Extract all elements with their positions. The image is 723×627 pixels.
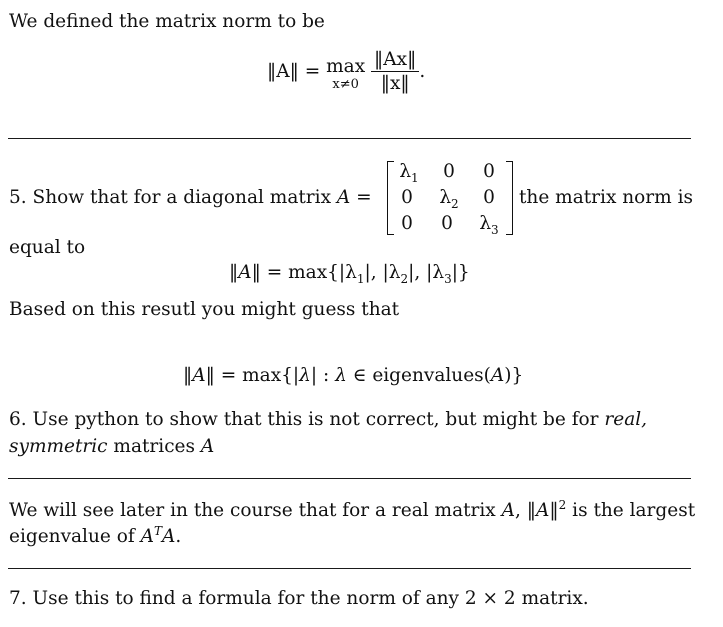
matrix-right-bracket [506,161,513,235]
q5-continuation: equal to [9,237,86,258]
norm-lhs: ‖A‖ [267,61,299,82]
fraction-numerator: ‖Ax‖ [371,49,419,72]
matrix-cell: 0 [441,213,453,234]
note-superscript: 2 [558,498,567,512]
max-word: max [326,55,366,77]
matrix-cell: $\lambda_2$ [439,187,459,211]
q6-line-1 [9,409,647,430]
q6-var: A [200,436,215,457]
transpose-superscript: T [153,524,162,538]
q6-line-2 [9,436,214,457]
q5-line [9,187,372,208]
note-line-1: We will see later in the course that for a real matrix A, ‖A‖$^2$ is the largest [9,498,696,521]
divider-1 [8,138,691,139]
note-line-2: eigenvalue of $A^TA$. [9,524,182,547]
max-subscript: x≠0 [332,77,359,93]
norm-period: . [419,61,426,82]
q6-symmetric: symmetric [9,436,108,457]
diagonal-matrix [387,161,513,235]
q5-var: A [336,187,351,208]
matrix-cell: 0 [401,213,413,234]
q5-eq: = [350,187,372,208]
q6-matrices: matrices [107,436,201,457]
note-line1-end: is the largest [566,500,696,521]
max-operator [326,55,366,93]
divider-3 [8,568,691,569]
intro-text: We defined the matrix norm to be [9,11,325,32]
q6-text: 6. Use python to show that this is not correct, but might be for [9,409,605,430]
norm-definition [267,49,425,94]
matrix-cell: 0 [483,187,495,208]
fraction-denominator: ‖x‖ [380,73,410,94]
matrix-cell: 0 [483,161,495,182]
q5-guess-text: Based on this resutl you might guess that [9,299,400,320]
q7-text: 7. Use this to find a formula for the norm of any 2 × 2 matrix. [9,588,589,609]
matrix-cell: $\lambda_3$ [479,213,499,237]
norm-fraction [371,49,419,94]
q5-prefix: 5. Show that for a diagonal matrix [9,187,337,208]
q6-real: real, [604,409,648,430]
q5-suffix: the matrix norm is [519,187,693,208]
norm-eq: = [298,61,327,82]
guess-formula: ‖A‖ = max{|λ| : λ ∈ eigenvalues(A)} [183,365,524,386]
matrix-cell: $\lambda_1$ [399,161,419,185]
q5-result-formula: ‖A‖ = $\max\{|\lambda_1|$, $|\lambda_2|$, $|\lambda_3|$} [229,262,470,286]
matrix-cell: 0 [401,187,413,208]
divider-2 [8,478,691,479]
matrix-cell: 0 [443,161,455,182]
